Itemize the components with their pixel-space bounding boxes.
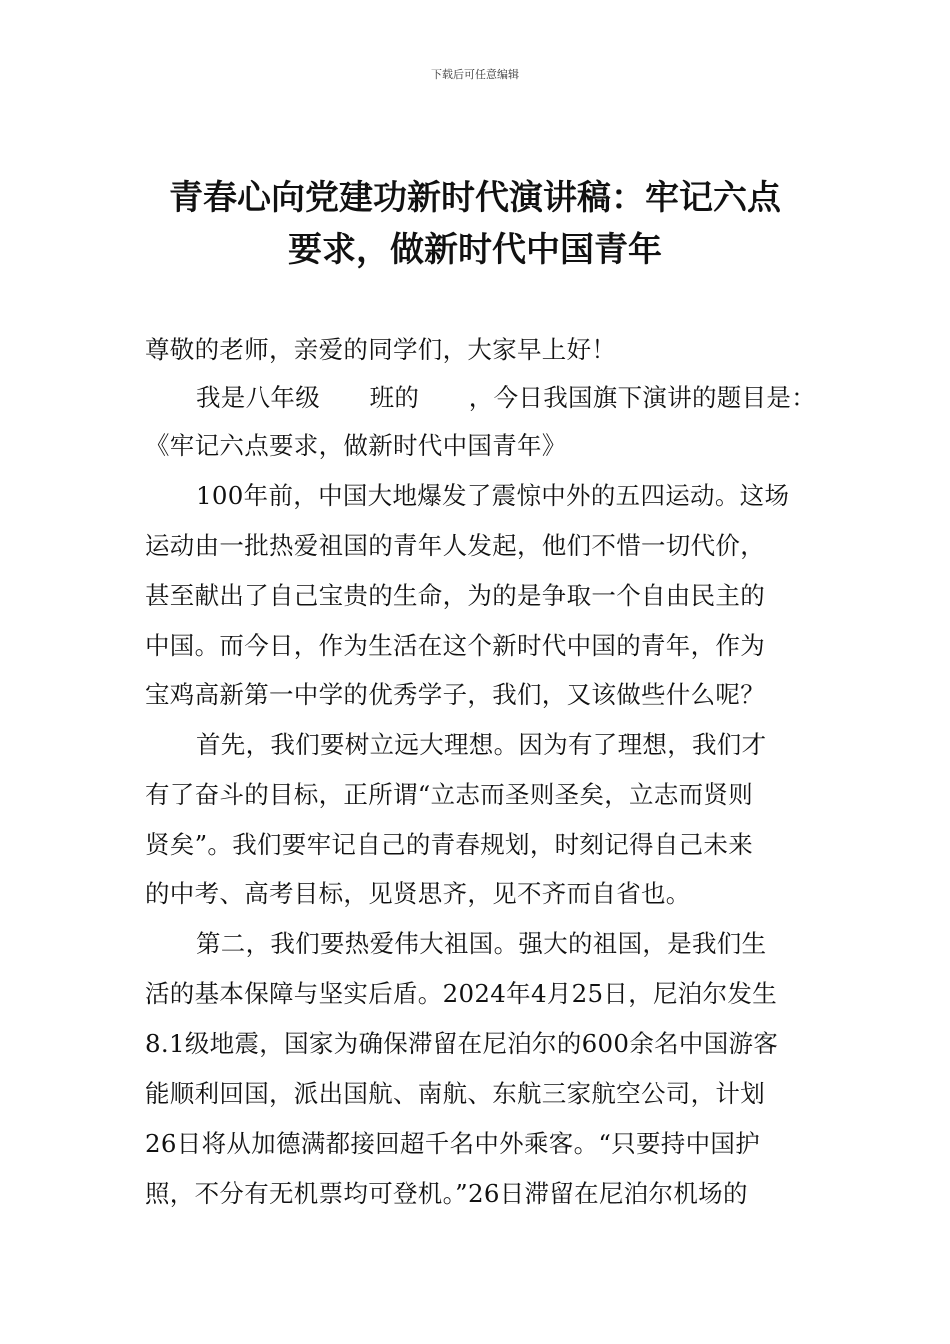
header-note: 下载后可任意编辑 [431,68,519,81]
paragraph-line: 第二，我们要热爱伟大祖国。强大的祖国，是我们生 [196,929,767,958]
title-line-1: 青春心向党建功新时代演讲稿：牢记六点 [169,178,781,218]
paragraph-line: 26日将从加德满都接回超千名中外乘客。“只要持中国护 [145,1129,760,1158]
paragraph-line: 首先，我们要树立远大理想。因为有了理想，我们才 [196,730,767,759]
paragraph-line: 照，不分有无机票均可登机。”26日滞留在尼泊尔机场的 [145,1179,748,1208]
paragraph-line: 能顺利回国，派出国航、南航、东航三家航空公司，计划 [145,1079,765,1108]
paragraph-line: 8.1级地震，国家为确保滞留在尼泊尔的600余名中国游客 [145,1029,779,1058]
greeting-line: 尊敬的老师，亲爱的同学们，大家早上好！ [145,335,617,364]
paragraph-line: 中国。而今日，作为生活在这个新时代中国的青年，作为 [145,631,765,660]
paragraph-line: 运动由一批热爱祖国的青年人发起，他们不惜一切代价， [145,531,765,560]
paragraph-line: 100年前，中国大地爆发了震惊中外的五四运动。这场 [196,481,790,510]
paragraph-line: 有了奋斗的目标，正所谓“立志而圣则圣矣，立志而贤则 [145,780,754,809]
paragraph-line: 《牢记六点要求，做新时代中国青年》 [145,431,567,460]
paragraph-line: 甚至献出了自己宝贵的生命，为的是争取一个自由民主的 [145,581,765,610]
paragraph-line: 宝鸡高新第一中学的优秀学子，我们，又该做些什么呢？ [145,680,765,709]
title-line-2: 要求，做新时代中国青年 [288,230,662,270]
paragraph-line: 活的基本保障与坚实后盾。2024年4月25日，尼泊尔发生 [145,979,778,1008]
paragraph-line: 贤矣”。我们要牢记自己的青春规划，时刻记得自己未来 [145,830,754,859]
paragraph-line: 的中考、高考目标，见贤思齐，见不齐而自省也。 [145,879,691,908]
paragraph-line: 我是八年级 班的 ，今日我国旗下演讲的题目是： [196,383,816,412]
